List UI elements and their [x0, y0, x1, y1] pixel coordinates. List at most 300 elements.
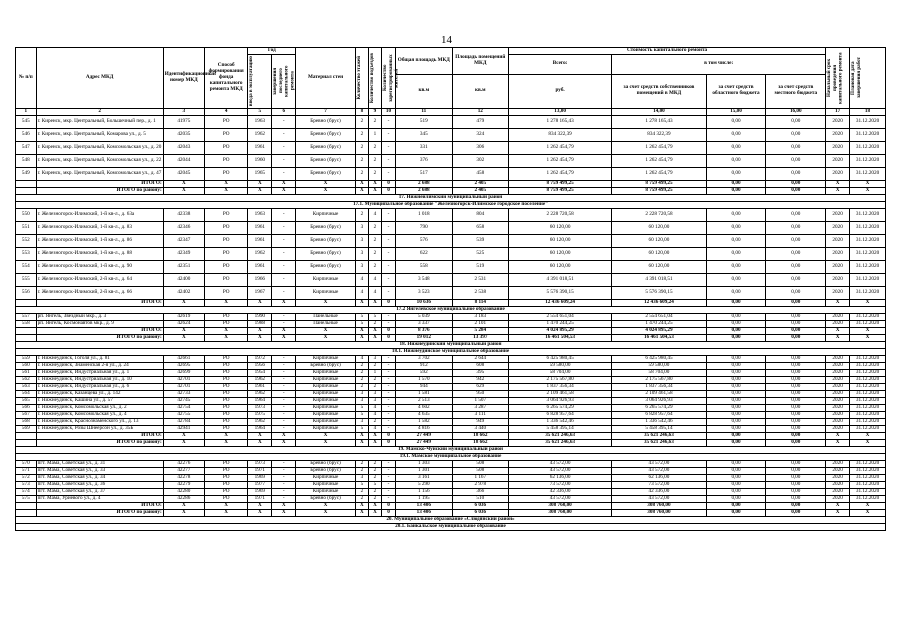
table-cell: X	[163, 502, 204, 509]
table-cell: 2	[368, 376, 381, 383]
table-cell: 0,00	[706, 362, 766, 369]
table-cell: 4	[368, 411, 381, 418]
table-cell: 5 290	[396, 481, 452, 488]
table-cell: 42346	[163, 221, 204, 234]
table-cell: -	[381, 320, 395, 327]
table-cell: РО	[204, 234, 247, 247]
table-cell: 2	[368, 221, 381, 234]
table-cell: Бревно (брус)	[296, 167, 356, 180]
table-cell: X	[850, 509, 886, 516]
table-cell: X	[163, 439, 204, 446]
table-cell: 43 572,00	[509, 495, 612, 502]
table-cell: 0,00	[766, 334, 826, 341]
table-cell: Бревно (брус)	[296, 460, 356, 467]
table-cell: 2	[368, 260, 381, 273]
table-cell: 547	[16, 141, 37, 154]
table-cell: 4	[355, 273, 368, 286]
table-cell: -	[381, 221, 395, 234]
table-cell: Кирпичные	[296, 390, 356, 397]
table-cell: 2020	[826, 404, 850, 411]
table-cell: 2020	[826, 208, 850, 221]
table-row	[16, 383, 886, 390]
table-cell: 572	[16, 474, 37, 481]
column-number: 3	[163, 109, 204, 116]
table-cell: г. Нижнеудинск, Комсомольская ул., д. 2	[36, 404, 163, 411]
hdr-cost: Стоимость капитального ремонта	[509, 48, 826, 55]
table-cell: Кирпичные	[296, 383, 356, 390]
table-cell: X	[163, 509, 204, 516]
table-cell: 0,00	[706, 467, 766, 474]
table-cell: -	[272, 467, 296, 474]
table-cell: 1 470 244,25	[509, 320, 612, 327]
table-cell: 0	[381, 180, 395, 187]
table-cell: 0,00	[766, 327, 826, 334]
section-row	[16, 201, 886, 208]
table-cell: 8 114	[452, 299, 508, 306]
table-cell: 3	[368, 390, 381, 397]
table-cell: 2	[355, 383, 368, 390]
table-cell: 0,00	[706, 460, 766, 467]
table-cell: 0	[381, 509, 395, 516]
table-cell: X	[248, 509, 272, 516]
table-cell: -	[272, 369, 296, 376]
table-cell: -	[381, 141, 395, 154]
table-cell: 1967	[248, 286, 272, 299]
table-cell: X	[248, 180, 272, 187]
table-cell: 31.12.2020	[850, 467, 886, 474]
table-cell: -	[381, 234, 395, 247]
table-cell: -	[272, 418, 296, 425]
table-cell: г. Нижнеудинск, Краснознаменского ул., д. 13	[36, 418, 163, 425]
hdr-address: Адрес МКД	[36, 48, 163, 109]
table-cell: X	[296, 432, 356, 439]
table-cell	[16, 187, 37, 194]
table-row	[16, 418, 886, 425]
table-cell: 43 572,00	[612, 460, 706, 467]
table-cell: РО	[204, 495, 247, 502]
table-cell: Кирпичные	[296, 273, 356, 286]
table-cell: X	[368, 509, 381, 516]
table-cell: Бревно (брус)	[296, 141, 356, 154]
table-cell: -	[272, 247, 296, 260]
table-cell: X	[826, 432, 850, 439]
table-cell: РО	[204, 383, 247, 390]
table-cell: X	[355, 334, 368, 341]
table-cell: 0,00	[706, 247, 766, 260]
table-cell: X	[204, 180, 247, 187]
page-number: 14	[441, 34, 452, 46]
table-cell: 0,00	[706, 474, 766, 481]
table-cell: 2	[355, 495, 368, 502]
column-number: 9	[368, 109, 381, 116]
table-cell: 2	[368, 474, 381, 481]
table-cell: 0,00	[706, 115, 766, 128]
table-cell: г. Киренск, мкр. Центральный, Комсомольская ул., д. 47	[36, 167, 163, 180]
table-cell: 6 265 574,29	[509, 404, 612, 411]
table-cell: 42349	[163, 247, 204, 260]
table-cell: X	[296, 187, 356, 194]
table-cell: 31.12.2020	[850, 425, 886, 432]
table-cell: -	[272, 397, 296, 404]
table-cell: 31.12.2020	[850, 167, 886, 180]
table-cell: 31.12.2020	[850, 273, 886, 286]
table-cell: 42043	[163, 141, 204, 154]
table-cell: РО	[204, 320, 247, 327]
table-cell: 546	[16, 128, 37, 141]
table-cell: 557	[16, 313, 37, 320]
table-cell: 2020	[826, 273, 850, 286]
table-cell: -	[381, 154, 395, 167]
table-cell: 35 621 246,63	[509, 432, 612, 439]
table-cell: 2020	[826, 247, 850, 260]
table-cell: 575	[16, 495, 37, 502]
table-cell: -	[272, 362, 296, 369]
table-cell: 592	[396, 369, 452, 376]
table-cell: 1 336 542,46	[612, 418, 706, 425]
table-cell: 563	[16, 383, 37, 390]
table-cell: 561	[16, 369, 37, 376]
table-cell: 0,00	[766, 369, 826, 376]
table-cell: 0,00	[766, 208, 826, 221]
table-cell: X	[826, 299, 850, 306]
column-number: 13,00	[509, 109, 612, 116]
table-cell: Кирпичные	[296, 208, 356, 221]
table-cell	[16, 327, 37, 334]
table-cell: 0,00	[706, 154, 766, 167]
table-cell: г. Железногорск-Илимский, 2-й кв-л., д. 64	[36, 273, 163, 286]
section-title: 18.1. Нижнеудинское муниципальное образование	[16, 348, 886, 355]
table-cell: 35 621 246,63	[612, 439, 706, 446]
table-cell: 1963	[248, 115, 272, 128]
table-cell: 31.12.2020	[850, 404, 886, 411]
table-cell: X	[272, 327, 296, 334]
table-cell: 942	[452, 376, 508, 383]
table-cell: 43 572,00	[612, 495, 706, 502]
table-cell: -	[381, 260, 395, 273]
table-cell: 0,00	[766, 432, 826, 439]
table-cell: г. Железногорск-Илимский, 2-й кв-л., д. 66	[36, 286, 163, 299]
table-cell: 3 548	[396, 273, 452, 286]
section-title: 17. Нижнеилимский муниципальный район	[16, 194, 886, 201]
table-cell: 629	[452, 383, 508, 390]
table-cell: 4 391 018,51	[509, 273, 612, 286]
column-number: 2	[36, 109, 163, 116]
table-cell: 12 436 609,24	[612, 299, 706, 306]
table-cell: 5 576 390,15	[612, 286, 706, 299]
table-cell: 42701	[163, 383, 204, 390]
table-cell: X	[163, 187, 204, 194]
table-cell: 2020	[826, 376, 850, 383]
table-cell: Бревно (брус)	[296, 247, 356, 260]
table-cell: -	[381, 355, 395, 362]
table-cell: 3	[368, 355, 381, 362]
table-cell: 0,00	[766, 286, 826, 299]
table-cell: 549	[16, 167, 37, 180]
table-row	[16, 154, 886, 167]
table-cell: 3	[355, 390, 368, 397]
table-cell: 6 828 957,64	[612, 411, 706, 418]
hdr-id: Идентификационный номер МКД	[163, 48, 204, 109]
table-cell: 0	[381, 334, 395, 341]
section-title: 20.1. Байкальское муниципальное образование	[16, 523, 886, 530]
table-cell: -	[272, 376, 296, 383]
table-cell: РО	[204, 474, 247, 481]
table-cell: 31.12.2020	[850, 488, 886, 495]
table-cell: 2	[368, 234, 381, 247]
table-cell: РО	[204, 481, 247, 488]
table-cell: 376	[396, 154, 452, 167]
table-cell: 42351	[163, 260, 204, 273]
table-cell: 42277	[163, 467, 204, 474]
table-cell: X	[272, 334, 296, 341]
table-cell: -	[381, 411, 395, 418]
table-cell: 31.12.2020	[850, 141, 886, 154]
table-cell: 574	[16, 488, 37, 495]
table-cell: 18 662	[452, 439, 508, 446]
table-cell: РО	[204, 167, 247, 180]
table-cell: 1962	[248, 390, 272, 397]
table-cell: -	[272, 273, 296, 286]
table-cell: 556	[16, 286, 37, 299]
table-cell: ИТОГО по району:	[36, 334, 163, 341]
table-cell: 0,00	[766, 180, 826, 187]
column-number: 6	[272, 109, 296, 116]
table-cell: 559	[16, 355, 37, 362]
column-number: 12	[452, 109, 508, 116]
table-cell: 324	[452, 128, 508, 141]
table-cell: X	[850, 327, 886, 334]
table-cell: 6 265 574,29	[612, 404, 706, 411]
table-cell: РО	[204, 128, 247, 141]
section-title: 19.1. Мамское муниципальное образование	[16, 453, 886, 460]
table-cell: 0,00	[706, 273, 766, 286]
table-cell: 4	[368, 286, 381, 299]
table-cell: 4	[368, 425, 381, 432]
table-cell: X	[163, 432, 204, 439]
table-cell: Бревно (брус)	[296, 234, 356, 247]
table-cell: 0,00	[766, 355, 826, 362]
table-cell: 2020	[826, 488, 850, 495]
table-cell: 31.12.2020	[850, 411, 886, 418]
table-cell: г. Железногорск-Илимский, 1-й кв-л., д. 90	[36, 260, 163, 273]
table-cell: 2020	[826, 495, 850, 502]
table-cell: X	[163, 299, 204, 306]
table-cell: 2020	[826, 397, 850, 404]
table-cell: X	[204, 327, 247, 334]
table-cell: 2	[355, 460, 368, 467]
table-cell: -	[272, 390, 296, 397]
table-cell: 1 837 356,34	[509, 383, 612, 390]
column-numbers-row	[16, 109, 886, 116]
table-cell: 3 702	[396, 355, 452, 362]
table-cell: -	[272, 221, 296, 234]
table-cell: 1977	[248, 481, 272, 488]
table-cell: РО	[204, 467, 247, 474]
table-cell: 0,00	[766, 502, 826, 509]
table-cell: X	[826, 439, 850, 446]
table-cell: 3 064 926,93	[612, 397, 706, 404]
table-cell: 0,00	[706, 495, 766, 502]
table-cell: 31.12.2020	[850, 481, 886, 488]
column-number: 18	[850, 109, 886, 116]
table-cell: 1963	[248, 208, 272, 221]
table-cell: X	[355, 502, 368, 509]
table-cell: 31.12.2020	[850, 362, 886, 369]
table-cell: 31.12.2020	[850, 369, 886, 376]
table-row	[16, 221, 886, 234]
table-cell: 912	[396, 362, 452, 369]
table-cell: 31.12.2020	[850, 154, 886, 167]
table-cell: 658	[452, 221, 508, 234]
table-cell: 0,00	[766, 260, 826, 273]
table-cell: ИТОГО по району:	[36, 439, 163, 446]
table-cell: 944	[396, 383, 452, 390]
table-cell: 1971	[248, 495, 272, 502]
table-cell: X	[272, 509, 296, 516]
table-cell: 2020	[826, 369, 850, 376]
table-cell: г. Нижнеудинск, Казанцева ул., д. 142	[36, 390, 163, 397]
table-cell: ИТОГО по району:	[36, 187, 163, 194]
table-cell: X	[368, 439, 381, 446]
table-cell: -	[272, 286, 296, 299]
table-cell: 10 636	[396, 299, 452, 306]
table-cell: X	[296, 509, 356, 516]
table-cell: X	[826, 509, 850, 516]
table-cell: 60 120,00	[612, 234, 706, 247]
table-cell: 1 262 454,79	[612, 167, 706, 180]
table-cell: 1969	[248, 488, 272, 495]
table-cell: X	[204, 432, 247, 439]
table-cell: 366	[452, 488, 508, 495]
table-cell: 0,00	[766, 376, 826, 383]
table-cell: 1956	[248, 362, 272, 369]
table-cell: 1961	[248, 260, 272, 273]
table-cell: 8 376	[396, 327, 452, 334]
table-cell: РО	[204, 247, 247, 260]
table-cell: X	[296, 502, 356, 509]
table-cell: 0,00	[706, 286, 766, 299]
table-cell: 555	[16, 273, 37, 286]
table-cell: 2	[355, 376, 368, 383]
table-cell: 19 012	[396, 334, 452, 341]
table-cell: 13 406	[396, 509, 452, 516]
table-cell: 1965	[248, 167, 272, 180]
table-cell: 42278	[163, 474, 204, 481]
table-cell: -	[381, 369, 395, 376]
table-cell: 3	[355, 234, 368, 247]
table-cell: 2	[355, 208, 368, 221]
table-cell: 0	[381, 299, 395, 306]
table-row	[16, 481, 886, 488]
table-cell: 2020	[826, 260, 850, 273]
table-row	[16, 460, 886, 467]
table-cell: 5	[355, 313, 368, 320]
table-cell: 510	[452, 495, 508, 502]
table-cell: РО	[204, 208, 247, 221]
hdr-regional: за счет средств областного бюджета	[706, 74, 766, 108]
table-cell: X	[355, 299, 368, 306]
table-cell: -	[272, 425, 296, 432]
table-cell: 8 759 499,25	[612, 180, 706, 187]
table-cell: 306	[452, 141, 508, 154]
table-cell: 565	[16, 397, 37, 404]
table-cell: 0,00	[706, 141, 766, 154]
table-cell: г. Киренск, мкр. Центральный, Комсомольская ул., д. 22	[36, 154, 163, 167]
table-cell: пгт. Мама, Советская ул., д. 31	[36, 460, 163, 467]
table-cell: X	[296, 334, 356, 341]
table-cell: 2 109 461,58	[612, 390, 706, 397]
table-cell: X	[850, 180, 886, 187]
table-cell: РО	[204, 273, 247, 286]
table-cell: 4 635	[396, 411, 452, 418]
table-cell: 2020	[826, 167, 850, 180]
table-cell: 1 278 165,43	[612, 115, 706, 128]
table-cell: 31.12.2020	[850, 247, 886, 260]
table-cell: 2020	[826, 411, 850, 418]
column-number: 14,00	[612, 109, 706, 116]
table-cell: 0,00	[766, 383, 826, 390]
hdr-own: за счет средств собственников помещений в МКД	[612, 74, 706, 108]
table-cell: 58 704,00	[612, 369, 706, 376]
table-cell: 42755	[163, 411, 204, 418]
table-cell: -	[272, 260, 296, 273]
table-cell: -	[272, 313, 296, 320]
table-cell: X	[355, 439, 368, 446]
table-cell: 2020	[826, 390, 850, 397]
table-cell: 2020	[826, 286, 850, 299]
table-cell: X	[368, 327, 381, 334]
table-cell: 2020	[826, 355, 850, 362]
table-cell: Панельные	[296, 313, 356, 320]
table-cell: 2	[368, 362, 381, 369]
table-cell	[16, 432, 37, 439]
column-number: 1	[16, 109, 37, 116]
table-cell: РО	[204, 141, 247, 154]
hdr-total: Всего:	[509, 54, 612, 74]
table-cell: 2020	[826, 221, 850, 234]
table-cell: 35 621 246,63	[509, 439, 612, 446]
table-cell: -	[381, 128, 395, 141]
table-cell: ИТОГО:	[36, 432, 163, 439]
table-cell: 2	[368, 383, 381, 390]
table-cell: 949	[452, 418, 508, 425]
table-cell: 3 523	[396, 286, 452, 299]
table-cell: 2020	[826, 313, 850, 320]
table-cell: 41975	[163, 115, 204, 128]
column-number: 8	[355, 109, 368, 116]
table-cell: 4	[368, 273, 381, 286]
table-cell: Бревно (брус)	[296, 362, 356, 369]
table-cell: 1961	[248, 141, 272, 154]
table-cell: г. Киренск, мкр. Центральный, Комсомольская ул., д. 20	[36, 141, 163, 154]
table-cell: 0	[381, 502, 395, 509]
table-cell: 804	[452, 208, 508, 221]
table-cell: 1 156	[396, 488, 452, 495]
table-cell: 2	[355, 115, 368, 128]
table-cell: 31.12.2020	[850, 286, 886, 299]
table-cell: 42701	[163, 376, 204, 383]
table-cell: 2 228 720,58	[509, 208, 612, 221]
table-cell: -	[381, 362, 395, 369]
table-cell: 608	[452, 362, 508, 369]
table-cell: 1964	[248, 425, 272, 432]
table-cell: -	[272, 481, 296, 488]
table-cell: 42338	[163, 208, 204, 221]
table-cell: X	[368, 187, 381, 194]
table-cell: X	[248, 334, 272, 341]
table-cell: 1962	[248, 247, 272, 260]
section-row	[16, 306, 886, 313]
